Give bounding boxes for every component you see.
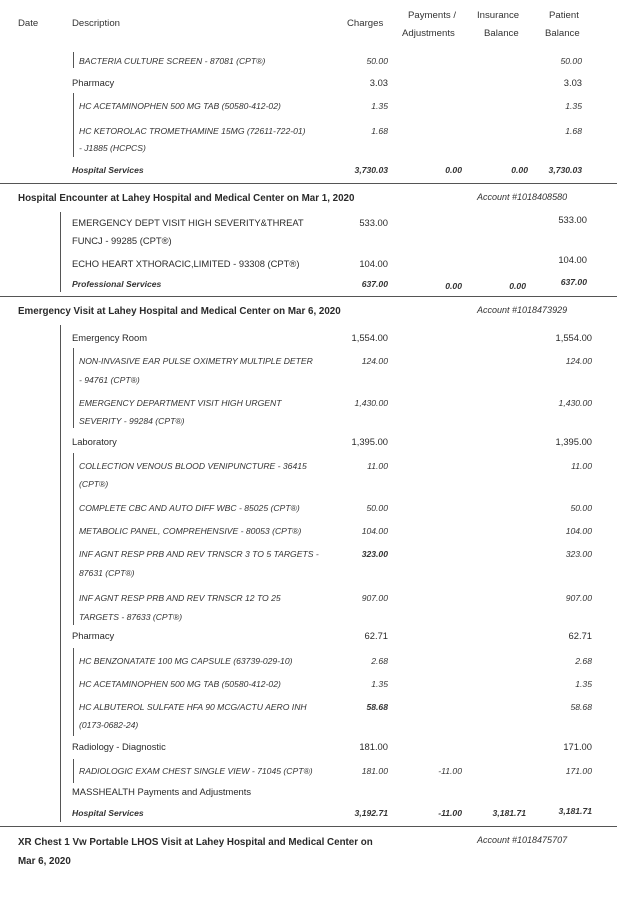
line-item-description: HC ACETAMINOPHEN 500 MG TAB (50580-412-02) (79, 101, 281, 111)
subtotal-insurance: 0.00 (509, 281, 526, 291)
line-item-charges: 11.00 (367, 461, 388, 471)
subtotal-label: Professional Services (72, 279, 162, 289)
line-item-charges: 2.68 (371, 656, 388, 666)
category-charges: 62.71 (364, 630, 388, 641)
line-item-charges: 533.00 (359, 217, 388, 228)
header-insurance-1: Insurance (477, 10, 520, 21)
line-item-patient-balance: 50.00 (570, 503, 592, 513)
detail-bar (73, 52, 74, 68)
line-item-description: ECHO HEART XTHORACIC,LIMITED - 93308 (CPT®) (72, 258, 300, 269)
line-item-patient-balance: 11.00 (571, 461, 592, 471)
line-item-description: EMERGENCY DEPARTMENT VISIT HIGH URGENT (79, 398, 282, 408)
subtotal-label: Hospital Services (72, 165, 144, 175)
header-payments-1: Payments / (408, 10, 456, 21)
line-item-description-cont: TARGETS - 87633 (CPT®) (79, 612, 183, 622)
category-patient-balance: 1,395.00 (555, 436, 592, 447)
adjustments-description: MASSHEALTH Payments and Adjustments (72, 786, 252, 797)
line-item-charges: 1.35 (371, 101, 388, 111)
subtotal-charges: 3,730.03 (354, 165, 388, 175)
line-item-payments: -11.00 (438, 766, 462, 776)
line-item-patient-balance: 104.00 (565, 526, 592, 536)
line-item-charges: 1.68 (371, 126, 388, 136)
category-description: Pharmacy (72, 630, 115, 641)
line-item-charges: 58.68 (366, 702, 388, 712)
header-date: Date (18, 18, 39, 29)
line-item-patient-balance: 907.00 (565, 593, 592, 603)
subtotal-insurance: 3,181.71 (492, 808, 526, 818)
subtotal-payments: -11.00 (438, 808, 462, 818)
line-item-patient-balance: 323.00 (565, 549, 592, 559)
line-item-description-cont: 87631 (CPT®) (79, 568, 135, 578)
line-item-description: HC KETOROLAC TROMETHAMINE 15MG (72611-722-01) (79, 126, 306, 136)
encounter-bar (60, 212, 61, 292)
category-patient-balance: 171.00 (563, 741, 592, 752)
line-item-patient-balance: 1.35 (575, 679, 592, 689)
line-item-charges: 1,430.00 (354, 398, 388, 408)
line-item-patient-balance: 50.00 (560, 56, 582, 66)
section-divider (0, 826, 617, 827)
line-item-charges: 124.00 (361, 356, 388, 366)
encounter-title: Hospital Encounter at Lahey Hospital and Medical Center on Mar 1, 2020 (18, 193, 355, 204)
subtotal-charges: 3,192.71 (354, 808, 388, 818)
subtotal-patient-balance: 637.00 (560, 277, 587, 287)
detail-bar (73, 648, 74, 736)
line-item-description: COMPLETE CBC AND AUTO DIFF WBC - 85025 (CPT®) (79, 503, 300, 513)
line-item-description-cont: - 94761 (CPT®) (79, 375, 140, 385)
detail-bar (73, 453, 74, 625)
subtotal-payments: 0.00 (445, 165, 462, 175)
line-item-patient-balance: 124.00 (565, 356, 592, 366)
line-item-description: RADIOLOGIC EXAM CHEST SINGLE VIEW - 71045 (CPT®) (79, 766, 313, 776)
line-item-patient-balance: 1.35 (565, 101, 582, 111)
detail-bar (73, 759, 74, 783)
header-insurance-2: Balance (484, 28, 519, 39)
category-description: Emergency Room (72, 332, 148, 343)
line-item-charges: 104.00 (361, 526, 388, 536)
category-description: Radiology - Diagnostic (72, 741, 166, 752)
line-item-description-cont: FUNCJ - 99285 (CPT®) (72, 235, 172, 246)
line-item-charges: 50.00 (366, 503, 388, 513)
line-item-charges: 1.35 (371, 679, 388, 689)
line-item-description-cont: (0173-0682-24) (79, 720, 139, 730)
line-item-charges: 181.00 (361, 766, 388, 776)
subtotal-patient-balance: 3,730.03 (548, 165, 582, 175)
line-item-patient-balance: 1,430.00 (558, 398, 592, 408)
line-item-description-cont: - J1885 (HCPCS) (79, 143, 146, 153)
line-item-description-cont: SEVERITY - 99284 (CPT®) (79, 416, 185, 426)
category-description: Laboratory (72, 436, 117, 447)
header-payments-2: Adjustments (402, 28, 455, 39)
subtotal-label: Hospital Services (72, 808, 144, 818)
detail-bar (73, 348, 74, 428)
category-patient-balance: 3.03 (563, 77, 582, 88)
category-charges: 181.00 (359, 741, 388, 752)
header-charges: Charges (347, 18, 384, 29)
header-description: Description (72, 18, 120, 29)
line-item-patient-balance: 1.68 (565, 126, 582, 136)
category-description: Pharmacy (72, 77, 115, 88)
subtotal-patient-balance: 3,181.71 (558, 806, 592, 816)
line-item-description: INF AGNT RESP PRB AND REV TRNSCR 3 TO 5 TARGETS - (79, 549, 319, 559)
line-item-charges: 50.00 (366, 56, 388, 66)
line-item-description: METABOLIC PANEL, COMPREHENSIVE - 80053 (CPT®) (79, 526, 302, 536)
line-item-charges: 104.00 (359, 258, 388, 269)
line-item-description: HC BENZONATATE 100 MG CAPSULE (63739-029-10) (79, 656, 293, 666)
line-item-patient-balance: 104.00 (558, 254, 587, 265)
subtotal-insurance: 0.00 (511, 165, 528, 175)
category-charges: 3.03 (369, 77, 388, 88)
category-charges: 1,395.00 (351, 436, 388, 447)
line-item-charges: 907.00 (361, 593, 388, 603)
line-item-description: NON-INVASIVE EAR PULSE OXIMETRY MULTIPLE DETER (79, 356, 313, 366)
account-number: Account #1018408580 (477, 192, 568, 202)
encounter-title: Emergency Visit at Lahey Hospital and Medical Center on Mar 6, 2020 (18, 306, 341, 317)
detail-bar (73, 93, 74, 157)
line-item-charges: 323.00 (361, 549, 388, 559)
line-item-description: INF AGNT RESP PRB AND REV TRNSCR 12 TO 25 (79, 593, 281, 603)
section-divider (0, 296, 617, 297)
line-item-patient-balance: 2.68 (575, 656, 592, 666)
encounter-title-cont: Mar 6, 2020 (18, 856, 71, 867)
line-item-description: HC ALBUTEROL SULFATE HFA 90 MCG/ACTU AERO INH (79, 702, 307, 712)
account-number: Account #1018475707 (477, 835, 568, 845)
header-patient-2: Balance (545, 28, 580, 39)
account-number: Account #1018473929 (477, 305, 568, 315)
section-divider (0, 183, 617, 184)
line-item-description: EMERGENCY DEPT VISIT HIGH SEVERITY&THREAT (72, 217, 304, 228)
line-item-patient-balance: 533.00 (558, 214, 587, 225)
line-item-description-cont: (CPT®) (79, 479, 109, 489)
encounter-title: XR Chest 1 Vw Portable LHOS Visit at Lahey Hospital and Medical Center on (18, 837, 373, 848)
category-patient-balance: 1,554.00 (555, 332, 592, 343)
line-item-description: COLLECTION VENOUS BLOOD VENIPUNCTURE - 36415 (79, 461, 307, 471)
subtotal-charges: 637.00 (361, 279, 388, 289)
category-charges: 1,554.00 (351, 332, 388, 343)
line-item-patient-balance: 171.00 (565, 766, 592, 776)
line-item-description: BACTERIA CULTURE SCREEN - 87081 (CPT®) (79, 56, 266, 66)
line-item-patient-balance: 58.68 (570, 702, 592, 712)
category-patient-balance: 62.71 (568, 630, 592, 641)
header-patient-1: Patient (549, 10, 579, 21)
subtotal-payments: 0.00 (445, 281, 462, 291)
line-item-description: HC ACETAMINOPHEN 500 MG TAB (50580-412-02) (79, 679, 281, 689)
encounter-bar (60, 325, 61, 822)
